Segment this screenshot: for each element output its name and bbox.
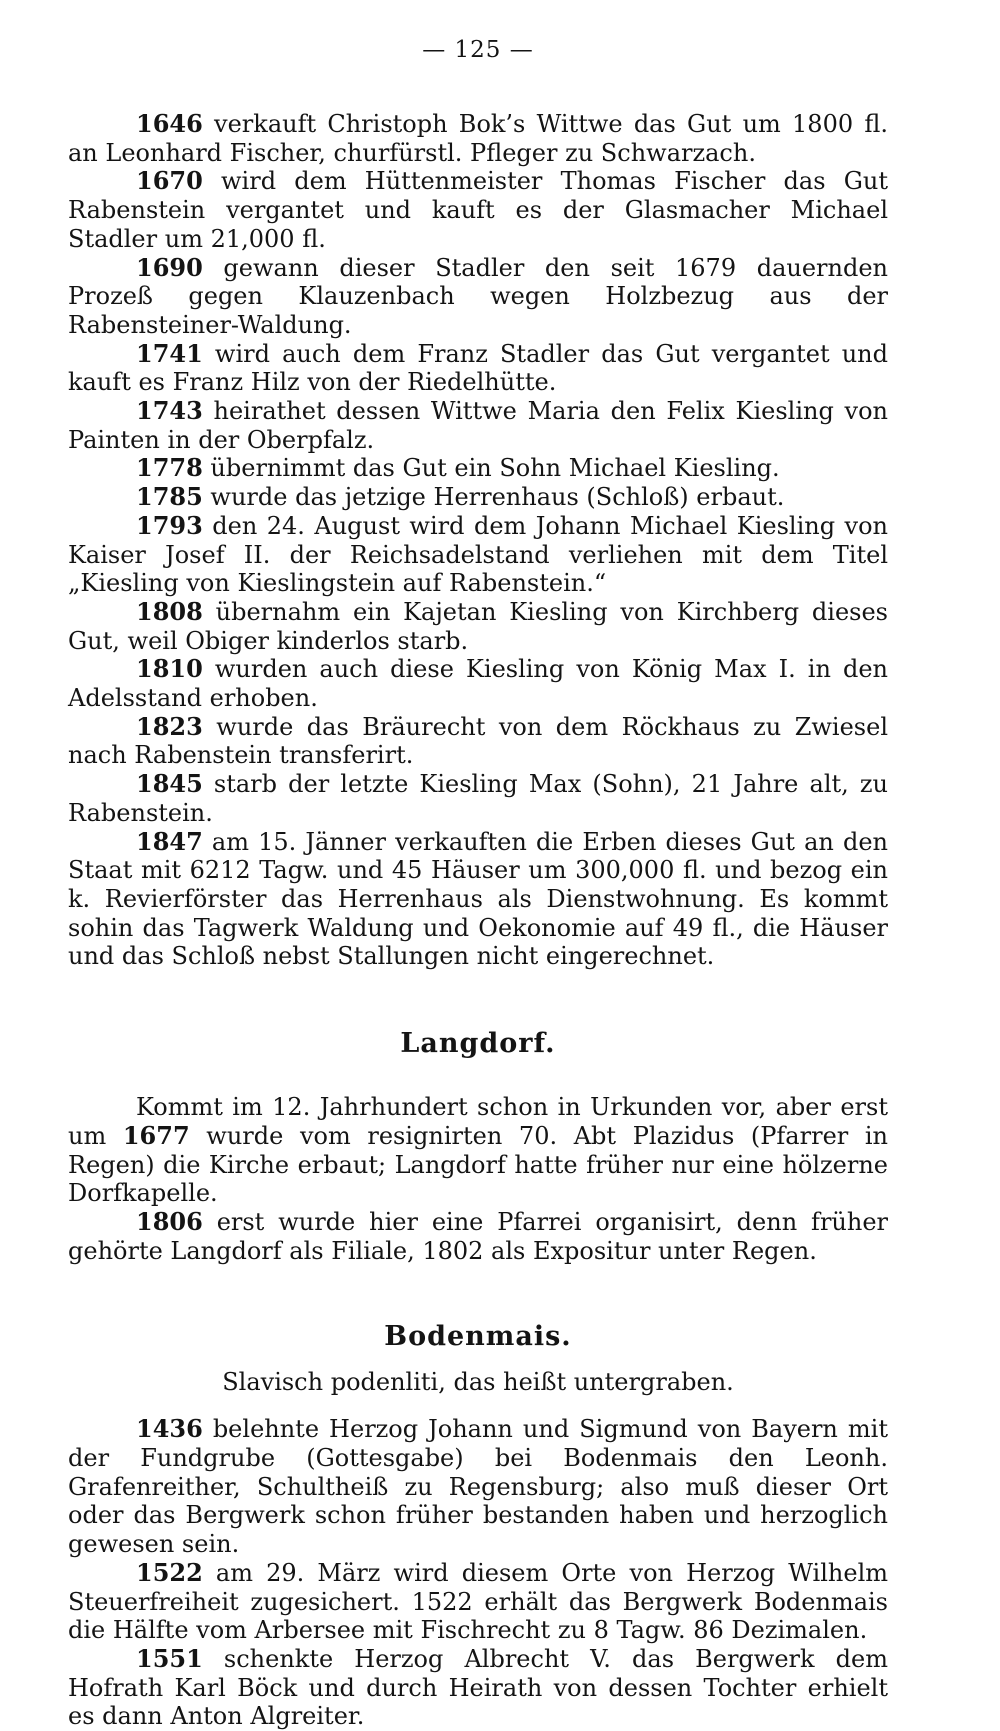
year: 1670: [136, 166, 203, 196]
subtitle-text: , das heißt untergraben.: [438, 1368, 734, 1397]
paragraph-text: übernimmt das Gut ein Sohn Michael Kiesling.: [202, 454, 780, 483]
paragraph-text: heirathet dessen Wittwe Maria den Felix Kiesling von Painten in der Oberpfalz.: [68, 397, 888, 454]
langdorf-paragraph: [68, 1093, 888, 1208]
page-number: — 125 —: [422, 37, 534, 63]
paragraph-text: am 15. Jänner verkauften die Erben dieses Gut an den Staat mit 6212 Tagw. und 45 Häuser um 300,000 fl. und bezog ein k. Revierförster das Herrenhaus als Dienstwohnung. Es kommt sohin das Tagwerk Waldung und Oekonomie auf 49 fl., die Häuser und das Schloß nebst Stallungen nicht eingerechnet.: [68, 827, 888, 971]
section-bodenmais: [68, 1415, 888, 1731]
year: 1522: [136, 1557, 203, 1587]
year: 1436: [136, 1414, 203, 1444]
paragraph-text: starb der letzte Kiesling Max (Sohn), 21 Jahre alt, zu Rabenstein.: [68, 770, 888, 827]
year: 1808: [136, 596, 203, 626]
year: 1741: [136, 338, 203, 368]
bodenmais-paragraph: [68, 1415, 888, 1559]
section-langdorf: [68, 1093, 888, 1265]
year: 1778: [136, 453, 203, 483]
paragraph-text: übernahm ein Kajetan Kiesling von Kirchberg dieses Gut, weil Obiger kinderlos starb.: [68, 597, 888, 655]
subtitle-text: Slavisch: [222, 1368, 331, 1397]
bodenmais-paragraph: [68, 1645, 888, 1731]
paragraph-text: wird auch dem Franz Stadler das Gut vergantet und kauft es Franz Hilz von der Riedelhütte.: [68, 339, 888, 397]
paragraph-text: wurde das Bräurecht von dem Röckhaus zu Zwiesel nach Rabenstein transferirt.: [68, 712, 888, 770]
chronicle-paragraph: [68, 655, 888, 712]
year: 1785: [136, 482, 203, 512]
paragraph-text: wurden auch diese Kiesling von König Max I. in den Adelsstand erhoben.: [68, 655, 888, 713]
section-heading-langdorf: Langdorf.: [400, 1028, 556, 1060]
chronicle-paragraph: [68, 770, 888, 827]
paragraph-text: am 29. März wird diesem Orte von Herzog Wilhelm Steuerfreiheit zugesichert. 1522 erhält das Bergwerk Bodenmais die Hälfte vom Arbersee mit Fischrecht zu 8 Tagw. 86 Dezimalen.: [68, 1558, 888, 1645]
chronicle-paragraph: [68, 167, 888, 253]
paragraph-text: gewann dieser Stadler den seit 1679 dauernden Prozeß gegen Klauzenbach wegen Holzbezug aus der Rabensteiner-Waldung.: [68, 253, 888, 339]
subtitle-word: podenliti: [330, 1368, 439, 1397]
langdorf-paragraph: [68, 1208, 888, 1265]
chronicle-paragraph: [68, 340, 888, 397]
year: 1793: [136, 510, 203, 540]
year: 1677: [122, 1120, 190, 1150]
year: 1551: [136, 1643, 203, 1673]
year: 1810: [136, 654, 203, 684]
chronicle-paragraph: [68, 713, 888, 770]
section-rabenstein-chronicle: [68, 110, 888, 971]
chronicle-paragraph: [68, 512, 888, 598]
chronicle-paragraph: [68, 598, 888, 655]
paragraph-text: schenkte Herzog Albrecht V. das Bergwerk dem Hofrath Karl Böck und durch Heirath von dessen Tochter erhielt es dann Anton Algreiter.: [68, 1644, 888, 1731]
year: 1823: [136, 711, 203, 741]
paragraph-text: verkauft Christoph Bok’s Wittwe das Gut um 1800 fl. an Leonhard Fischer, churfürstl. Pfleger zu Schwarzach.: [68, 110, 888, 167]
paragraph-text: Kommt im 12. Jahrhundert schon in Urkunden vor, aber erst um: [68, 1093, 888, 1150]
year: 1743: [136, 396, 203, 426]
section-heading-bodenmais: Bodenmais.: [384, 1321, 572, 1353]
chronicle-paragraph: [68, 254, 888, 340]
chronicle-paragraph: [68, 454, 888, 483]
year: 1845: [136, 769, 203, 799]
paragraph-text: wurde vom resignirten 70. Abt Plazidus (Pfarrer in Regen) die Kirche erbaut; Langdorf hatte früher nur eine hölzerne Dorfkapelle.: [68, 1121, 889, 1208]
year: 1806: [136, 1206, 203, 1236]
chronicle-paragraph: [68, 828, 888, 972]
paragraph-text: belehnte Herzog Johann und Sigmund von Bayern mit der Fundgrube (Gottesgabe) bei Bodenmais den Leonh. Grafenreither, Schultheiß zu Regensburg; also muß dieser Ort oder das Bergwerk schon früher bestanden haben und herzoglich gewesen sein.: [68, 1415, 888, 1559]
section-subtitle: [68, 1367, 888, 1397]
paragraph-text: wird dem Hüttenmeister Thomas Fischer das Gut Rabenstein vergantet und kauft es der Glasmacher Michael Stadler um 21,000 fl.: [68, 167, 888, 253]
chronicle-paragraph: [68, 483, 888, 512]
paragraph-text: wurde das jetzige Herrenhaus (Schloß) erbaut.: [202, 483, 785, 512]
bodenmais-paragraph: [68, 1559, 888, 1645]
year: 1847: [136, 826, 203, 856]
year: 1646: [136, 109, 203, 138]
chronicle-paragraph: [68, 397, 888, 454]
book-page: [68, 30, 888, 1731]
paragraph-text: den 24. August wird dem Johann Michael Kiesling von Kaiser Josef II. der Reichsadelstand verliehen mit dem Titel „Kiesling von Kieslingstein auf Rabenstein.“: [68, 511, 888, 598]
paragraph-text: erst wurde hier eine Pfarrei organisirt, denn früher gehörte Langdorf als Filiale, 1802 als Expositur unter Regen.: [68, 1207, 888, 1265]
chronicle-paragraph: [68, 110, 888, 167]
year: 1690: [136, 252, 203, 282]
